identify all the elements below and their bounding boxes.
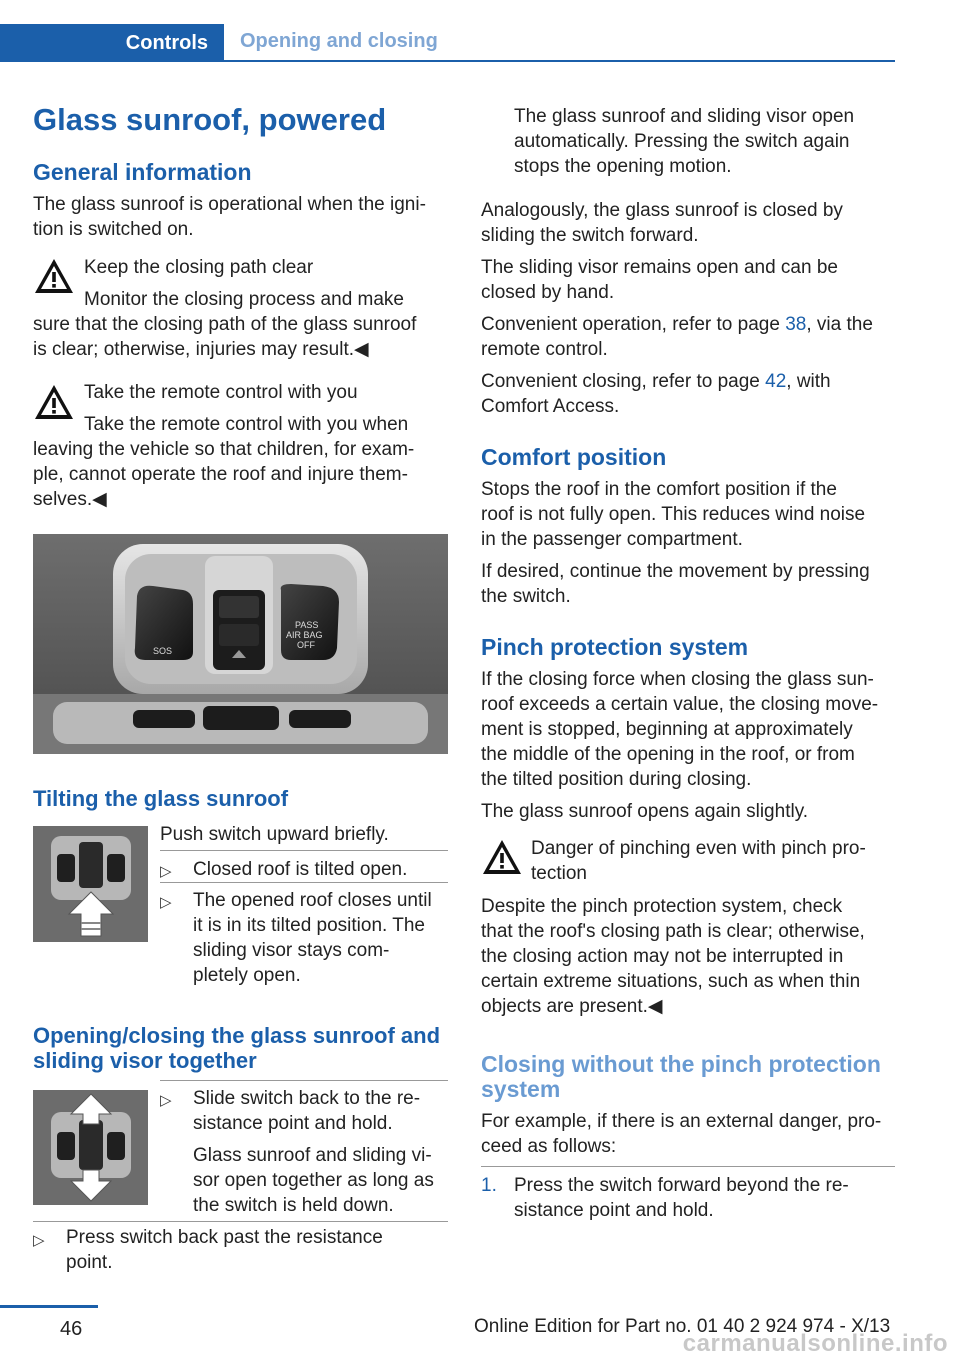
warning-triangle-icon <box>33 381 75 423</box>
opening-bullet-2 <box>66 1225 383 1275</box>
convenient-closing-text <box>481 369 831 419</box>
comfort-heading: Comfort position <box>481 444 667 470</box>
off-label: OFF <box>297 640 315 650</box>
text-line: Slide switch back to the re- <box>193 1088 421 1109</box>
text-line: sistance point and hold. <box>193 1113 393 1134</box>
text-span: Convenient closing, refer to page <box>481 371 766 392</box>
header-section <box>0 24 224 62</box>
text-line: the switch. <box>481 586 571 607</box>
warning2-text <box>33 437 414 512</box>
pass-label: PASS <box>295 620 319 630</box>
text-line: sliding visor stays com- <box>193 940 390 961</box>
sos-label: SOS <box>153 646 173 656</box>
text-line: is clear; otherwise, injuries may result.◀ <box>33 339 369 360</box>
heading-line: system <box>481 1076 561 1102</box>
bullet-divider <box>33 1221 448 1222</box>
text-line: sliding the switch forward. <box>481 225 699 246</box>
pinch-text-3 <box>481 894 865 1019</box>
footer-rule <box>0 1305 98 1308</box>
text-line: stops the opening motion. <box>514 156 732 177</box>
text-line: tion is switched on. <box>33 219 194 240</box>
header-rule <box>224 60 895 62</box>
heading-line: Closing without the pinch protection <box>481 1051 881 1077</box>
footer-edition: Online Edition for Part no. 01 40 2 924 974 - X/13 <box>474 1316 891 1337</box>
text-line: the tilted position during closing. <box>481 769 752 790</box>
pinch-text-2: The glass sunroof opens again slightly. <box>481 801 809 822</box>
text-line: Analogously, the glass sunroof is closed by <box>481 200 843 221</box>
text-line: The opened roof closes until <box>193 890 432 911</box>
text-line: The glass sunroof and sliding visor open <box>514 106 855 127</box>
text-span: , via the <box>806 314 873 335</box>
text-line: the middle of the opening in the roof, or from <box>481 744 855 765</box>
text-line: ceed as follows: <box>481 1136 617 1157</box>
text-line: The sliding visor remains open and can be <box>481 257 838 278</box>
comfort-text-2 <box>481 559 870 609</box>
switch-up-diagram <box>33 826 148 942</box>
warning3-title <box>531 836 866 886</box>
overhead-console-photo <box>33 534 448 754</box>
text-line: The glass sunroof is operational when the igni- <box>33 194 426 215</box>
text-line: ple, cannot operate the roof and injure them- <box>33 464 408 485</box>
text-line: If the closing force when closing the glass sun- <box>481 669 874 690</box>
text-line: the switch is held down. <box>193 1195 394 1216</box>
watermark: carmanualsonline.info <box>682 1330 948 1357</box>
text-line: Press switch back past the resistance <box>66 1227 383 1248</box>
warning1-text <box>33 312 416 362</box>
text-line: that the roof's closing path is clear; otherwise, <box>481 921 865 942</box>
opening-heading <box>33 1023 440 1073</box>
bullet-triangle-icon: ▷ <box>160 1092 172 1109</box>
text-line: sor open together as long as <box>193 1170 434 1191</box>
airbag-label: AIR BAG <box>286 630 323 640</box>
page-number: 46 <box>60 1318 83 1340</box>
page-title: Glass sunroof, powered <box>33 102 387 137</box>
text-line: Press the switch forward beyond the re- <box>514 1175 849 1196</box>
text-line: certain extreme situations, such as when thin <box>481 971 861 992</box>
warning2-line: Take the remote control with you when <box>84 414 409 435</box>
warning1-title: Keep the closing path clear <box>84 257 314 278</box>
step-1 <box>514 1173 849 1223</box>
page-link-42[interactable]: 42 <box>765 371 787 392</box>
text-line: Despite the pinch protection system, check <box>481 896 843 917</box>
text-line: tection <box>531 863 587 884</box>
page-link-38[interactable]: 38 <box>785 314 807 335</box>
pinch-heading: Pinch protection system <box>481 634 749 660</box>
step-divider <box>481 1166 895 1167</box>
closing-text <box>481 1109 881 1159</box>
step-number: 1. <box>481 1175 497 1196</box>
text-line: it is in its tilted position. The <box>193 915 425 936</box>
switch-back-diagram <box>33 1090 148 1205</box>
tilting-bullet-2 <box>193 888 432 988</box>
warning2-title: Take the remote control with you <box>84 382 358 403</box>
text-line: selves.◀ <box>33 489 107 510</box>
text-line: ment is stopped, beginning at approximately <box>481 719 853 740</box>
analog-text <box>481 198 843 248</box>
text-line: roof is not fully open. This reduces wind noise <box>481 504 866 525</box>
convenient-operation-text <box>481 312 873 362</box>
bullet-divider <box>160 882 448 883</box>
text-line: Danger of pinching even with pinch pro- <box>531 838 866 859</box>
header-subsection: Opening and closing <box>240 30 438 52</box>
text-line: sure that the closing path of the glass sunroof <box>33 314 417 335</box>
text-line: in the passenger compartment. <box>481 529 743 550</box>
text-line: the closing action may not be interrupted in <box>481 946 844 967</box>
warning1-line: Monitor the closing process and make <box>84 289 404 310</box>
comfort-text <box>481 477 865 552</box>
text-line: pletely open. <box>193 965 301 986</box>
text-line: sistance point and hold. <box>514 1200 714 1221</box>
text-span: , with <box>786 371 831 392</box>
text-line: Comfort Access. <box>481 396 620 417</box>
text-line: point. <box>66 1252 113 1273</box>
text-line: objects are present.◀ <box>481 996 663 1017</box>
text-line: Glass sunroof and sliding vi- <box>193 1145 432 1166</box>
text-line: closed by hand. <box>481 282 615 303</box>
general-heading: General information <box>33 159 252 185</box>
heading-line: Opening/closing the glass sunroof and <box>33 1023 441 1048</box>
bullet-divider <box>160 850 448 851</box>
bullet-triangle-icon: ▷ <box>33 1232 45 1249</box>
text-line: automatically. Pressing the switch again <box>514 131 850 152</box>
header-section-label: Controls <box>125 31 208 54</box>
text-line: For example, if there is an external danger, pro- <box>481 1111 882 1132</box>
text-line: Stops the roof in the comfort position if the <box>481 479 837 500</box>
text-line: remote control. <box>481 339 608 360</box>
bullet-divider <box>160 1080 448 1081</box>
bullet-triangle-icon: ▷ <box>160 894 172 911</box>
auto-text <box>514 104 854 179</box>
opening-bullet-1 <box>193 1086 420 1136</box>
tilting-bullet-1: Closed roof is tilted open. <box>193 859 408 880</box>
bullet-triangle-icon: ▷ <box>160 863 172 880</box>
opening-bullet-1-extra <box>193 1143 434 1218</box>
tilting-heading: Tilting the glass sunroof <box>33 786 289 811</box>
general-text <box>33 192 426 242</box>
tilting-intro: Push switch upward briefly. <box>160 824 389 845</box>
closing-heading <box>481 1052 881 1102</box>
text-span: Convenient operation, refer to page <box>481 314 786 335</box>
text-line: roof exceeds a certain value, the closing move- <box>481 694 879 715</box>
text-line: If desired, continue the movement by pressing <box>481 561 870 582</box>
heading-line: sliding visor together <box>33 1048 257 1073</box>
pinch-text <box>481 667 878 792</box>
text-line: leaving the vehicle so that children, for exam- <box>33 439 415 460</box>
warning-triangle-icon <box>33 255 75 297</box>
warning-triangle-icon <box>481 836 523 878</box>
visor-text <box>481 255 838 305</box>
